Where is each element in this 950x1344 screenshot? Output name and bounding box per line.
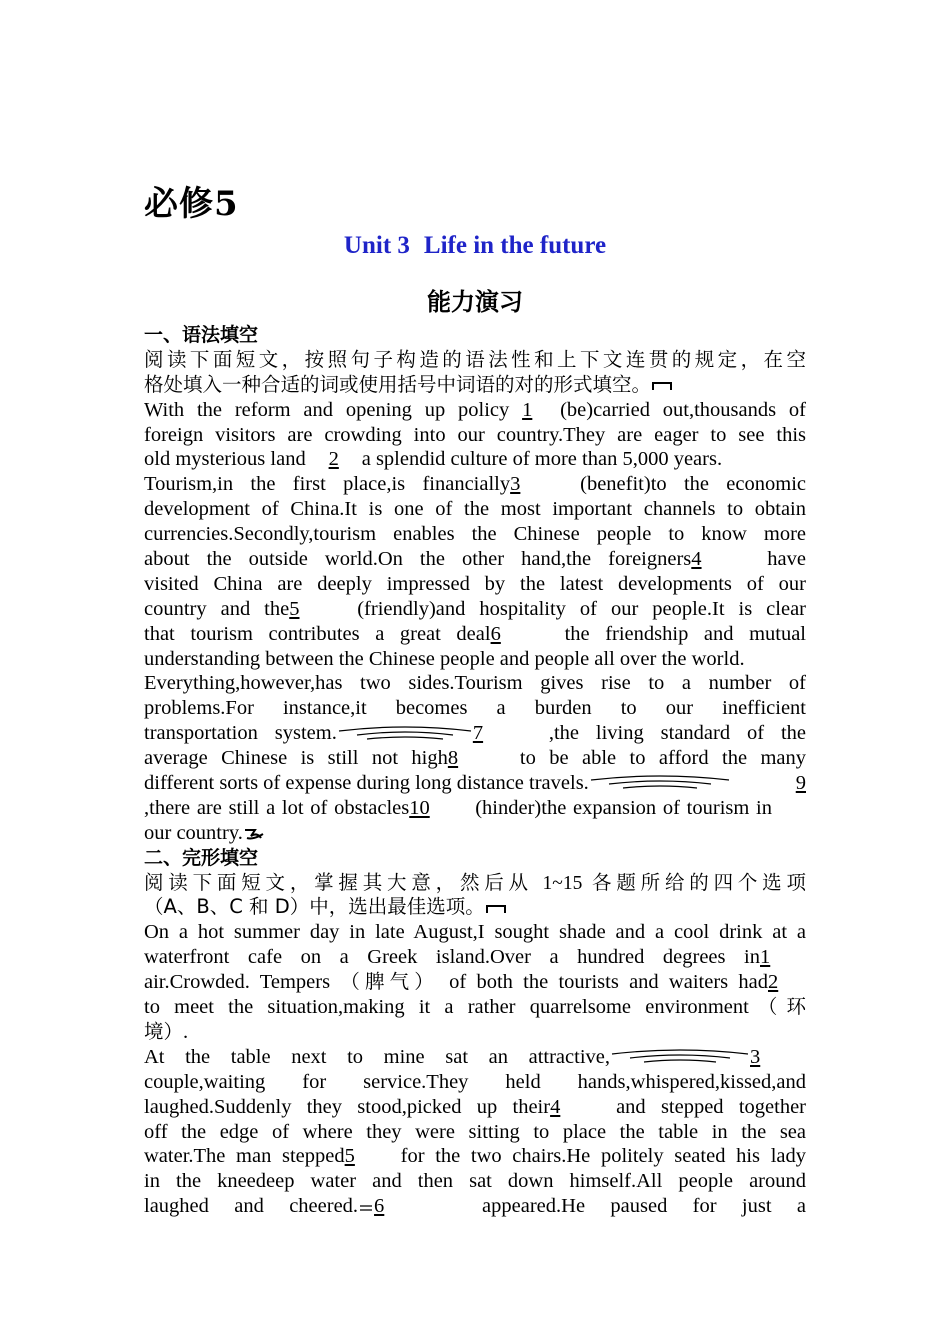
instruction-text: 各题所给的四个选项 — [592, 870, 806, 894]
blank-2[interactable]: 2 — [328, 448, 339, 471]
text-span: and stepped together — [616, 1095, 806, 1118]
text-span: to be able to afford the many — [519, 747, 806, 770]
paragraph-line — [144, 472, 806, 497]
blank-8[interactable]: 8 — [447, 747, 459, 770]
paragraph-line — [144, 1020, 806, 1045]
text-span: With the reform and opening up policy — [144, 398, 523, 421]
document-body — [144, 323, 806, 1219]
text-span: (hinder)the expansion of tourism in — [475, 796, 772, 819]
instruction-line: 阅读下面短文，按照句子构造的语法性和上下文连贯的规定，在空 — [144, 347, 806, 371]
text-span: ,the living standard of the — [548, 722, 807, 745]
paragraph-line — [144, 995, 806, 1020]
text-span: At the table next to mine sat an attractive, — [144, 1045, 610, 1068]
text-span: a splendid culture of more than 5,000 years. — [361, 448, 723, 471]
paragraph-line — [144, 1095, 806, 1120]
text-span: waterfront cafe on a Greek island.Over a hundred degrees in — [144, 946, 760, 969]
instruction-line — [144, 895, 806, 920]
text-span: air.Crowded. Tempers — [144, 971, 341, 994]
paragraph-line: problems.For instance,it becomes a burden to our inefficient — [144, 697, 806, 720]
text-span: for the two chairs.He politely seated his lady — [400, 1145, 806, 1168]
text-span: （脾气） — [340, 970, 439, 994]
paragraph-line — [144, 447, 806, 472]
text-span: transportation system. — [144, 722, 337, 745]
text-span: the friendship and mutual — [564, 622, 807, 645]
text-span: (be)carried out,thousands of — [560, 398, 807, 421]
blank-cloze-5[interactable]: 5 — [344, 1145, 355, 1168]
unit-name: Life in the future — [423, 232, 607, 259]
blank-5[interactable]: 5 — [289, 597, 300, 620]
paragraph-line: understanding between the Chinese people and people all over the world. — [144, 647, 745, 670]
paragraph-line — [144, 622, 806, 647]
blank-10[interactable]: 10 — [409, 796, 430, 819]
instruction-text: 格处填入一种合适的词或使用括号中词语的对的形式填空。 — [144, 372, 652, 396]
instruction-text: 1~15 — [532, 872, 593, 894]
instruction-text: 阅读下面短文，掌握其大意，然后从 — [144, 870, 533, 894]
instruction-text: （A、B、C — [144, 895, 243, 919]
paragraph-line — [144, 398, 806, 423]
text-span: have — [767, 548, 806, 571]
blank-7[interactable]: 7 — [472, 722, 484, 745]
paragraph-line: couple,waiting for service.They held hands,whispered,kissed,and — [144, 1070, 806, 1093]
blank-4[interactable]: 4 — [691, 548, 702, 571]
paragraph-line: visited China are deeply impressed by the latest developments of our — [144, 572, 806, 595]
section-heading-grammar: 一、语法填空 — [144, 324, 259, 346]
paragraph-line — [144, 721, 806, 746]
bracket-mark-icon — [651, 378, 673, 392]
section-heading-cloze: 二、完形填空 — [144, 846, 259, 869]
paragraph-line — [144, 771, 806, 796]
blank-cloze-3[interactable]: 3 — [750, 1045, 761, 1068]
text-span: country and the — [144, 597, 290, 620]
text-span: appeared.He paused for just a — [482, 1195, 806, 1218]
paragraph-line — [144, 746, 806, 771]
paragraph-line: development of China.It is one of the most important channels to obtain — [144, 498, 806, 521]
text-span: . — [183, 1020, 189, 1043]
paragraph-line — [144, 945, 806, 970]
text-span: Tourism,in the first place,is financially — [144, 473, 511, 496]
book-title: 必修5 — [144, 184, 239, 224]
text-span: different sorts of expense during long distance travels. — [144, 772, 589, 795]
text-span: 境） — [144, 1019, 184, 1043]
paragraph-line — [144, 597, 806, 622]
text-span: (benefit)to the economic — [580, 473, 806, 496]
blank-cloze-2[interactable]: 2 — [767, 971, 779, 994]
instruction-line — [144, 871, 806, 896]
paragraph-line — [144, 547, 806, 572]
text-span: to meet the situation,making it a rather quarrelsome environment — [144, 996, 749, 1019]
text-span: average Chinese is still not high — [144, 747, 448, 770]
paragraph-line: in the kneedeep water and then sat down himself.All people around — [144, 1170, 806, 1193]
blank-cloze-6[interactable]: 6 — [374, 1195, 385, 1218]
instruction-text: 和 — [242, 895, 275, 919]
wavy-underline-mark — [589, 774, 731, 794]
text-span: (friendly)and hospitality of our people.It is clear — [357, 597, 807, 620]
instruction-line — [144, 373, 806, 398]
text-span: water.The man stepped — [144, 1145, 345, 1168]
text-span: about the outside world.On the other hand,the foreigners — [144, 548, 692, 571]
blank-3[interactable]: 3 — [510, 473, 521, 496]
unit-title — [0, 232, 950, 260]
paragraph-line — [144, 821, 806, 846]
scribble-mark-icon — [243, 826, 265, 842]
wavy-underline-mark — [610, 1048, 750, 1068]
blank-cloze-4[interactable]: 4 — [550, 1095, 561, 1118]
paragraph-line: On a hot summer day in late August,I sought shade and a cool drink at a — [144, 921, 806, 944]
bracket-mark-icon — [485, 901, 507, 915]
paragraph-line — [144, 1194, 806, 1219]
paragraph-line: foreign visitors are crowding into our country.They are eager to see this — [144, 423, 806, 446]
edit-mark-icon — [358, 1201, 374, 1213]
blank-6[interactable]: 6 — [490, 622, 501, 645]
text-span: laughed and cheered. — [144, 1195, 359, 1218]
text-span: that tourism contributes a great deal — [144, 622, 491, 645]
text-span: our country. — [144, 821, 243, 844]
paragraph-line: currencies.Secondly,tourism enables the Chinese people to know more — [144, 523, 806, 546]
paragraph-line — [144, 1144, 806, 1169]
blank-cloze-1[interactable]: 1 — [760, 946, 771, 969]
blank-1[interactable]: 1 — [522, 398, 533, 421]
unit-number: Unit 3 — [343, 232, 410, 259]
paragraph-line — [144, 1045, 806, 1070]
text-span: laughed.Suddenly they stood,picked up their — [144, 1095, 551, 1118]
paragraph-line: off the edge of where they were sitting to place the table in the sea — [144, 1120, 806, 1143]
text-span: old mysterious land — [144, 448, 306, 471]
wavy-underline-mark — [337, 725, 473, 745]
section-subtitle: 能力演习 — [427, 288, 523, 316]
instruction-text: D）中，选出最佳选项。 — [274, 895, 485, 919]
paragraph-line — [144, 796, 806, 821]
text-span: of both the tourists and waiters had — [438, 971, 768, 994]
paragraph-line — [144, 970, 806, 995]
text-span: ,there are still a lot of obstacles — [144, 796, 410, 819]
text-span: （环 — [748, 995, 806, 1019]
blank-9[interactable]: 9 — [795, 772, 806, 795]
paragraph-line: Everything,however,has two sides.Tourism gives rise to a number of — [144, 672, 806, 695]
